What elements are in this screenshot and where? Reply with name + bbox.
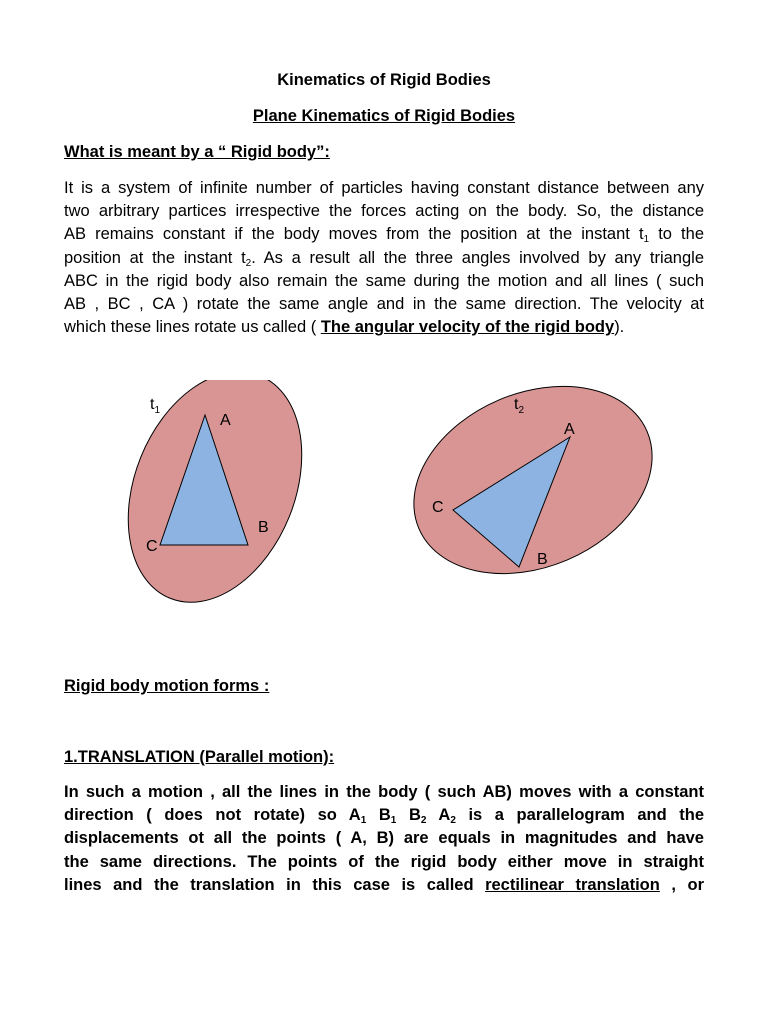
rigid-body-figure: [0, 380, 768, 620]
body-position-t1: [96, 380, 334, 620]
vertex-label-c: C: [146, 538, 158, 555]
vertex-label-a: A: [564, 421, 575, 438]
paragraph-line: ABC in the rigid body also remain the same during the motion and all lines ( such: [64, 271, 704, 290]
vertex-label-c: C: [432, 499, 444, 516]
text-run: , or: [659, 875, 704, 894]
text-run: B: [366, 806, 391, 825]
subscript: 2: [450, 815, 456, 827]
emphasized-term: rectilinear translation: [485, 875, 660, 894]
document-subtitle: Plane Kinematics of Rigid Bodies: [252, 107, 516, 125]
section-heading-rigid-body: What is meant by a “ Rigid body”:: [64, 143, 330, 161]
subscript: 2: [420, 815, 427, 827]
document-title: Kinematics of Rigid Bodies: [277, 71, 491, 89]
paragraph-line: two arbitrary partices irrespective the forces acting on the body. So, the distance: [64, 202, 704, 221]
subscript: 1: [390, 815, 397, 827]
subscript: 2: [245, 257, 252, 269]
text-run: which these lines rotate us called (: [64, 318, 321, 337]
paragraph-line: displacements ot all the points ( A, B) are equals in magnitudes and have: [64, 829, 704, 848]
emphasized-term: The angular velocity of the rigid body: [320, 318, 615, 337]
subscript: 1: [643, 234, 650, 246]
body-position-t2: [385, 380, 681, 609]
paragraph-line: In such a motion , all the lines in the body ( such AB) moves with a constant: [64, 783, 704, 801]
rigid-body-definition-paragraph: [64, 177, 704, 339]
time-label-t1: $t_1$: [150, 396, 161, 416]
vertex-label-b: B: [537, 551, 548, 568]
text-run: ).: [614, 318, 625, 337]
paragraph-line: AB , BC , CA ) rotate the same angle and in the same direction. The velocity at: [64, 295, 704, 314]
text-run: direction ( does not rotate) so A: [64, 806, 361, 825]
vertex-label-b: B: [258, 519, 269, 536]
text-run: position at the instant t: [64, 248, 246, 267]
text-run: A: [426, 806, 451, 825]
text-run: B: [396, 806, 421, 825]
text-run: to the: [649, 225, 704, 244]
paragraph-line: It is a system of infinite number of particles having constant distance between any: [64, 179, 704, 197]
translation-paragraph: [64, 781, 704, 897]
paragraph-line: [64, 223, 704, 246]
time-label-t2: $t_2$: [514, 396, 525, 416]
subscript: 1: [360, 815, 367, 827]
paragraph-line: [64, 316, 704, 339]
paragraph-line: the same directions. The points of the rigid body either move in straight: [64, 852, 704, 871]
text-run: lines and the translation in this case is called: [64, 875, 486, 894]
paragraph-line: [64, 804, 704, 827]
section-heading-motion-forms: Rigid body motion forms :: [64, 677, 270, 695]
vertex-label-a: A: [220, 412, 231, 429]
text-run: . As a result all the three angles involved by any triangle: [251, 248, 704, 267]
paragraph-line: [64, 247, 704, 270]
paragraph-line: [64, 874, 704, 897]
section-heading-translation: 1.TRANSLATION (Parallel motion):: [64, 748, 335, 766]
text-run: AB remains constant if the body moves from the position at the instant t: [64, 225, 644, 244]
text-run: is a parallelogram and the: [455, 806, 705, 825]
